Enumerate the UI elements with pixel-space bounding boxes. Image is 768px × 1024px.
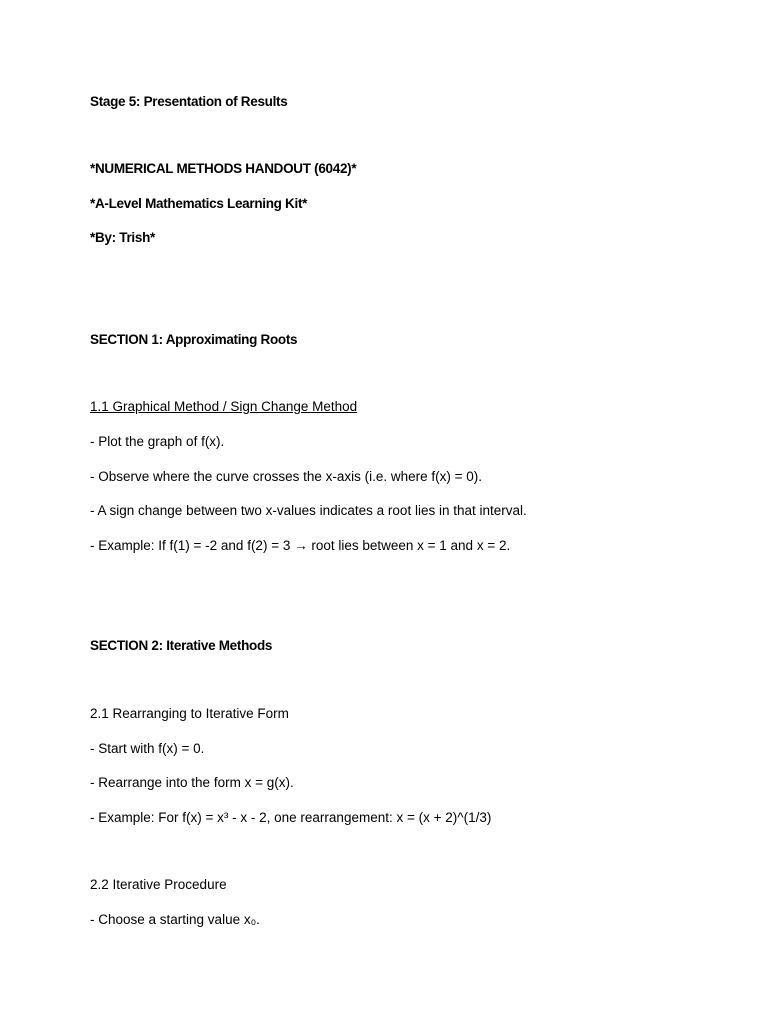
subsection-2-1-title: 2.1 Rearranging to Iterative Form: [90, 706, 289, 721]
list-item: - Observe where the curve crosses the x-axis (i.e. where f(x) = 0).: [90, 469, 483, 484]
list-item: - Choose a starting value x₀.: [90, 912, 260, 927]
list-item: - Example: If f(1) = -2 and f(2) = 3 → root lies between x = 1 and x = 2.: [90, 538, 511, 553]
section-1-heading: SECTION 1: Approximating Roots: [90, 332, 298, 347]
section-2-heading: SECTION 2: Iterative Methods: [90, 638, 273, 653]
list-item: - Rearrange into the form x = g(x).: [90, 775, 294, 790]
handout-title: *NUMERICAL METHODS HANDOUT (6042)*: [90, 161, 357, 176]
subsection-2-2-title: 2.2 Iterative Procedure: [90, 877, 227, 892]
kit-title: *A-Level Mathematics Learning Kit*: [90, 196, 308, 211]
author-line: *By: Trish*: [90, 230, 155, 245]
list-item: - Example: For f(x) = x³ - x - 2, one rearrangement: x = (x + 2)^(1/3): [90, 810, 492, 825]
list-item: - Start with f(x) = 0.: [90, 741, 205, 756]
list-item: - Plot the graph of f(x).: [90, 434, 225, 449]
stage-title: Stage 5: Presentation of Results: [90, 94, 288, 109]
list-item: - A sign change between two x-values indicates a root lies in that interval.: [90, 503, 527, 518]
subsection-1-1-title: 1.1 Graphical Method / Sign Change Method: [90, 399, 358, 414]
